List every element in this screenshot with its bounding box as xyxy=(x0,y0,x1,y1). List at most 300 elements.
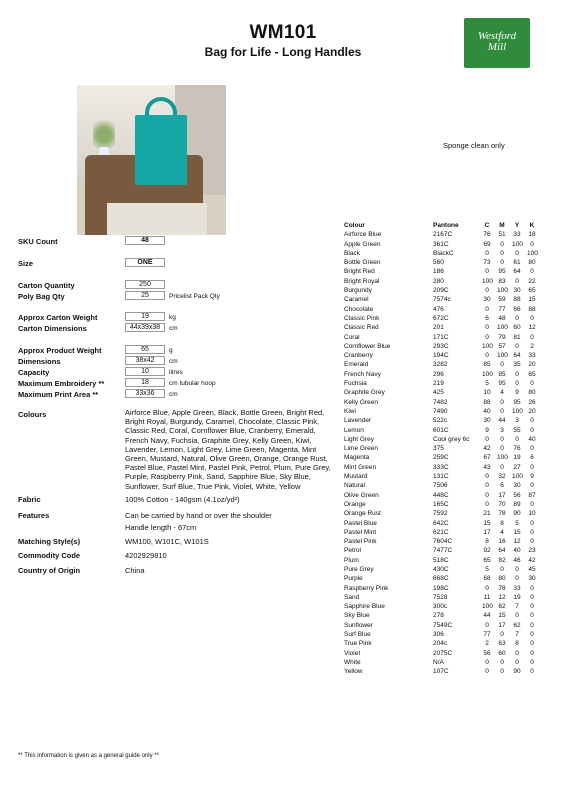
max-print-area-unit: cm xyxy=(169,391,178,398)
pantone-code: 219 xyxy=(433,380,444,388)
yellow-value: 95 xyxy=(513,398,521,406)
pantone-code: 300c xyxy=(433,603,448,611)
sku-count-value: 48 xyxy=(125,236,165,245)
pantone-code: 7506 xyxy=(433,482,448,490)
cyan-value: 9 xyxy=(485,426,489,434)
colour-name: Plum xyxy=(344,556,359,564)
colour-name: Cranberry xyxy=(344,352,373,360)
yellow-value: 9 xyxy=(515,389,519,397)
pantone-code: 448C xyxy=(433,491,449,499)
fabric-label: Fabric xyxy=(18,495,41,504)
pantone-code: 2075C xyxy=(433,649,453,657)
colour-name: Lavender xyxy=(344,417,372,425)
product-photo xyxy=(77,85,226,235)
pantone-code: 601C xyxy=(433,426,449,434)
yellow-value: 30 xyxy=(513,482,521,490)
sku-count-label: SKU Count xyxy=(18,237,58,246)
colour-name: Fuchsia xyxy=(344,380,367,388)
colour-name: Natural xyxy=(344,482,365,490)
magenta-value: 77 xyxy=(498,305,506,313)
max-embroidery-unit: cm tubular hoop xyxy=(169,380,216,387)
cyan-value: 17 xyxy=(483,528,491,536)
carton-quantity-value: 250 xyxy=(125,280,165,289)
pantone-code: 560 xyxy=(433,259,444,267)
colour-name: Black xyxy=(344,249,360,257)
cyan-value: 0 xyxy=(485,287,489,295)
yellow-value: 7 xyxy=(515,603,519,611)
pantone-code: 7549C xyxy=(433,621,453,629)
colour-name: Petrol xyxy=(344,547,361,555)
cyan-value: 0 xyxy=(485,584,489,592)
colour-name: Violet xyxy=(344,649,361,657)
black-value: 15 xyxy=(528,296,536,304)
features-label: Features xyxy=(18,511,50,520)
yellow-value: 0 xyxy=(515,342,519,350)
pantone-code: 198C xyxy=(433,584,449,592)
cyan-value: 44 xyxy=(483,612,491,620)
pantone-code: 2167C xyxy=(433,231,453,239)
pantone-code: 7604C xyxy=(433,538,453,546)
cyan-value: 77 xyxy=(483,631,491,639)
black-value: 88 xyxy=(528,305,536,313)
carton-quantity-label: Carton Quantity xyxy=(18,281,75,290)
colour-name: Airforce Blue xyxy=(344,231,382,239)
cyan-value: 42 xyxy=(483,445,491,453)
magenta-value: 17 xyxy=(498,491,506,499)
size-label: Size xyxy=(18,259,34,268)
black-value: 0 xyxy=(530,631,534,639)
carton-dimensions-unit: cm xyxy=(169,325,178,332)
header-m: M xyxy=(499,222,505,229)
yellow-value: 0 xyxy=(515,314,519,322)
capacity-value: 10 xyxy=(125,367,165,376)
colour-name: Magenta xyxy=(344,454,370,462)
dimensions-value: 38x42 xyxy=(125,356,165,365)
yellow-value: 100 xyxy=(512,407,523,415)
magenta-value: 0 xyxy=(500,407,504,415)
pantone-code: 171C xyxy=(433,333,449,341)
magenta-value: 85 xyxy=(498,370,506,378)
yellow-value: 7 xyxy=(515,631,519,639)
yellow-value: 15 xyxy=(513,528,521,536)
yellow-value: 100 xyxy=(512,473,523,481)
colour-name: Chocolate xyxy=(344,305,374,313)
yellow-value: 0 xyxy=(515,435,519,443)
dimensions-unit: cm xyxy=(169,358,178,365)
yellow-value: 0 xyxy=(515,380,519,388)
cyan-value: 0 xyxy=(485,621,489,629)
magenta-value: 16 xyxy=(498,538,506,546)
max-print-area-value: 33x36 xyxy=(125,389,165,398)
logo-line-1: Westford xyxy=(477,30,517,42)
yellow-value: 19 xyxy=(513,593,521,601)
magenta-value: 78 xyxy=(498,584,506,592)
pantone-code: 186 xyxy=(433,268,444,276)
pantone-code: 7592 xyxy=(433,510,448,518)
colour-name: Kelly Green xyxy=(344,398,378,406)
colour-name: Raspberry Pink xyxy=(344,584,389,592)
colours-label: Colours xyxy=(18,410,47,419)
cyan-value: 88 xyxy=(483,398,491,406)
magenta-value: 51 xyxy=(498,231,506,239)
black-value: 9 xyxy=(530,473,534,481)
magenta-value: 79 xyxy=(498,333,506,341)
black-value: 0 xyxy=(530,649,534,657)
cyan-value: 2 xyxy=(485,640,489,648)
cyan-value: 0 xyxy=(485,658,489,666)
yellow-value: 5 xyxy=(515,519,519,527)
pantone-code: 425 xyxy=(433,389,444,397)
magenta-value: 4 xyxy=(500,389,504,397)
pantone-code: 194C xyxy=(433,352,449,360)
magenta-value: 0 xyxy=(500,240,504,248)
yellow-value: 0 xyxy=(515,370,519,378)
colour-name: Graphite Grey xyxy=(344,389,385,397)
magenta-value: 60 xyxy=(498,649,506,657)
magenta-value: 0 xyxy=(500,398,504,406)
black-value: 100 xyxy=(527,249,538,257)
yellow-value: 3 xyxy=(515,417,519,425)
yellow-value: 100 xyxy=(512,240,523,248)
magenta-value: 83 xyxy=(498,277,506,285)
yellow-value: 0 xyxy=(515,575,519,583)
magenta-value: 100 xyxy=(497,454,508,462)
black-value: 0 xyxy=(530,519,534,527)
magenta-value: 63 xyxy=(498,640,506,648)
black-value: 2 xyxy=(530,342,534,350)
magenta-value: 0 xyxy=(500,658,504,666)
pantone-code: 375 xyxy=(433,445,444,453)
pantone-code: 209C xyxy=(433,287,449,295)
black-value: 65 xyxy=(528,370,536,378)
size-value: ONE xyxy=(125,258,165,267)
black-value: 0 xyxy=(530,668,534,676)
country-of-origin-value: China xyxy=(125,566,145,575)
cyan-value: 5 xyxy=(485,565,489,573)
black-value: 0 xyxy=(530,500,534,508)
magenta-value: 3 xyxy=(500,426,504,434)
cyan-value: 15 xyxy=(483,519,491,527)
black-value: 0 xyxy=(530,658,534,666)
black-value: 20 xyxy=(528,407,536,415)
pantone-code: 131C xyxy=(433,473,449,481)
black-value: 42 xyxy=(528,556,536,564)
magenta-value: 95 xyxy=(498,380,506,388)
pantone-code: 107C xyxy=(433,668,449,676)
magenta-value: 0 xyxy=(500,435,504,443)
cyan-value: 100 xyxy=(482,603,493,611)
pantone-code: 204c xyxy=(433,640,448,648)
cyan-value: 0 xyxy=(485,268,489,276)
features-value-2: Handle length - 67cm xyxy=(125,523,197,532)
black-value: 0 xyxy=(530,528,534,536)
magenta-value: 100 xyxy=(497,324,508,332)
yellow-value: 88 xyxy=(513,296,521,304)
magenta-value: 17 xyxy=(498,621,506,629)
yellow-value: 62 xyxy=(513,621,521,629)
colour-name: Lemon xyxy=(344,426,364,434)
magenta-value: 4 xyxy=(500,528,504,536)
cyan-value: 10 xyxy=(483,389,491,397)
colour-name: Sky Blue xyxy=(344,612,370,620)
black-value: 0 xyxy=(530,482,534,490)
colours-list: Airforce Blue, Apple Green, Black, Bottle Green, Bright Red, Bright Royal, Burgundy, Caramel, Chocolate, Classic Pink, Classic Red, Coral, Cornflower Blue, Cranberry, Emerald, French Navy, Fuchsia, Graphite Grey, Kelly Green, Kiwi, Lavender, Lemon, Light Grey, Lime Green, Magenta, Mint Green, Mustard, Natural, Olive Green, Orange, Orange Rust, Pastel Blue, Pastel Mint, Pastel Pink, Petrol, Plum, Pure Grey, Purple, Raspberry Pink, Sand, Sapphire Blue, Sky Blue, Sunflower, Surf Blue, True Pink, Violet, White, Yellow xyxy=(125,408,331,491)
yellow-value: 64 xyxy=(513,352,521,360)
colour-name: Classic Red xyxy=(344,324,379,332)
product-weight-label: Approx Product Weight xyxy=(18,346,102,355)
magenta-value: 8 xyxy=(500,519,504,527)
carton-weight-label: Approx Carton Weight xyxy=(18,313,98,322)
colour-name: True Pink xyxy=(344,640,372,648)
black-value: 65 xyxy=(528,287,536,295)
black-value: 0 xyxy=(530,426,534,434)
cyan-value: 0 xyxy=(485,435,489,443)
yellow-value: 33 xyxy=(513,584,521,592)
colour-name: Apple Green xyxy=(344,240,381,248)
colour-name: Orange Rust xyxy=(344,510,381,518)
black-value: 0 xyxy=(530,417,534,425)
yellow-value: 27 xyxy=(513,463,521,471)
pantone-code: 165C xyxy=(433,500,449,508)
pantone-code: 7490 xyxy=(433,407,448,415)
cyan-value: 69 xyxy=(483,240,491,248)
pantone-code: N/A xyxy=(433,658,444,666)
cyan-value: 85 xyxy=(483,361,491,369)
cyan-value: 0 xyxy=(485,305,489,313)
pantone-code: 668C xyxy=(433,575,449,583)
cyan-value: 43 xyxy=(483,463,491,471)
max-embroidery-label: Maximum Embroidery ** xyxy=(18,379,105,388)
magenta-value: 62 xyxy=(498,603,506,611)
pantone-code: 7477C xyxy=(433,547,453,555)
black-value: 0 xyxy=(530,593,534,601)
pantone-code: 306 xyxy=(433,631,444,639)
colour-name: Burgundy xyxy=(344,287,372,295)
yellow-value: 0 xyxy=(515,565,519,573)
magenta-value: 57 xyxy=(498,342,506,350)
black-value: 80 xyxy=(528,389,536,397)
colour-name: Bright Royal xyxy=(344,277,380,285)
magenta-value: 44 xyxy=(498,417,506,425)
cyan-value: 100 xyxy=(482,277,493,285)
black-value: 0 xyxy=(530,380,534,388)
magenta-value: 82 xyxy=(498,556,506,564)
yellow-value: 89 xyxy=(513,500,521,508)
magenta-value: 15 xyxy=(498,612,506,620)
magenta-value: 78 xyxy=(498,510,506,518)
cyan-value: 100 xyxy=(482,370,493,378)
colour-name: Cornflower Blue xyxy=(344,342,391,350)
capacity-label: Capacity xyxy=(18,368,50,377)
pantone-code: 621C xyxy=(433,528,449,536)
pantone-code: 476 xyxy=(433,305,444,313)
yellow-value: 40 xyxy=(513,547,521,555)
yellow-value: 61 xyxy=(513,259,521,267)
colour-name: Pure Grey xyxy=(344,565,374,573)
commodity-code-label: Commodity Code xyxy=(18,551,81,560)
magenta-value: 80 xyxy=(498,575,506,583)
yellow-value: 0 xyxy=(515,649,519,657)
carton-dimensions-value: 44x39x38 xyxy=(125,323,165,332)
cyan-value: 0 xyxy=(485,249,489,257)
magenta-value: 64 xyxy=(498,547,506,555)
magenta-value: 0 xyxy=(500,259,504,267)
poly-bag-qty-label: Poly Bag Qty xyxy=(18,292,65,301)
magenta-value: 0 xyxy=(500,463,504,471)
pantone-code: 672C xyxy=(433,314,449,322)
cyan-value: 67 xyxy=(483,454,491,462)
colour-name: White xyxy=(344,658,361,666)
black-value: 23 xyxy=(528,547,536,555)
colour-name: Pastel Mint xyxy=(344,528,377,536)
magenta-value: 48 xyxy=(498,314,506,322)
matching-styles-label: Matching Style(s) xyxy=(18,537,81,546)
black-value: 40 xyxy=(528,435,536,443)
yellow-value: 19 xyxy=(513,454,521,462)
features-value: Can be carried by hand or over the shoulder xyxy=(125,511,272,520)
colour-name: Caramel xyxy=(344,296,369,304)
black-value: 80 xyxy=(528,259,536,267)
yellow-value: 0 xyxy=(515,658,519,666)
cyan-value: 30 xyxy=(483,417,491,425)
colour-name: Mint Green xyxy=(344,463,377,471)
black-value: 87 xyxy=(528,491,536,499)
colour-name: Yellow xyxy=(344,668,363,676)
yellow-value: 0 xyxy=(515,249,519,257)
yellow-value: 30 xyxy=(513,287,521,295)
magenta-value: 0 xyxy=(500,565,504,573)
colour-name: Kiwi xyxy=(344,407,356,415)
magenta-value: 100 xyxy=(497,287,508,295)
pantone-code: 296 xyxy=(433,370,444,378)
colour-name: French Navy xyxy=(344,370,381,378)
yellow-value: 90 xyxy=(513,510,521,518)
magenta-value: 0 xyxy=(500,361,504,369)
cyan-value: 0 xyxy=(485,482,489,490)
pantone-code: 361C xyxy=(433,240,449,248)
black-value: 0 xyxy=(530,240,534,248)
poly-bag-qty-value: 25 xyxy=(125,291,165,300)
yellow-value: 0 xyxy=(515,277,519,285)
magenta-value: 0 xyxy=(500,668,504,676)
colour-name: Mustard xyxy=(344,473,368,481)
product-name-subtitle: Bag for Life - Long Handles xyxy=(204,45,362,59)
fabric-value: 100% Cotton - 140gsm (4.1oz/yd²) xyxy=(125,495,240,504)
yellow-value: 64 xyxy=(513,268,521,276)
pantone-code: 642C xyxy=(433,519,449,527)
pantone-code: 430C xyxy=(433,565,449,573)
cyan-value: 11 xyxy=(483,593,491,601)
yellow-value: 76 xyxy=(513,445,521,453)
capacity-unit: litres xyxy=(169,369,183,376)
colour-name: Pastel Pink xyxy=(344,538,377,546)
footnote: ** This information is given as a general guide only ** xyxy=(18,753,159,759)
product-weight-value: 65 xyxy=(125,345,165,354)
pantone-code: 3282 xyxy=(433,361,448,369)
yellow-value: 60 xyxy=(513,324,521,332)
header-colour: Colour xyxy=(344,222,365,229)
matching-styles-value: WM100, W101C, W101S xyxy=(125,537,209,546)
pantone-code: BlackC xyxy=(433,249,454,257)
cyan-value: 0 xyxy=(485,333,489,341)
header-c: C xyxy=(484,222,490,229)
black-value: 0 xyxy=(530,538,534,546)
pantone-code: 201 xyxy=(433,324,444,332)
black-value: 6 xyxy=(530,454,534,462)
yellow-value: 90 xyxy=(513,668,521,676)
colour-name: Olive Green xyxy=(344,491,379,499)
black-value: 0 xyxy=(530,603,534,611)
black-value: 0 xyxy=(530,621,534,629)
carton-weight-unit: kg xyxy=(169,314,176,321)
magenta-value: 0 xyxy=(500,631,504,639)
cyan-value: 65 xyxy=(483,556,491,564)
black-value: 26 xyxy=(528,398,536,406)
cyan-value: 100 xyxy=(482,342,493,350)
magenta-value: 95 xyxy=(498,268,506,276)
pantone-code: Cool grey 6c xyxy=(433,435,470,443)
black-value: 33 xyxy=(528,352,536,360)
cyan-value: 73 xyxy=(483,259,491,267)
cyan-value: 68 xyxy=(483,575,491,583)
magenta-value: 0 xyxy=(500,445,504,453)
colour-name: Bottle Green xyxy=(344,259,381,267)
colour-name: Classic Pink xyxy=(344,314,380,322)
cyan-value: 56 xyxy=(483,649,491,657)
yellow-value: 12 xyxy=(513,538,521,546)
pantone-code: 7482 xyxy=(433,398,448,406)
pantone-code: 522c xyxy=(433,417,448,425)
colour-name: Sapphire Blue xyxy=(344,603,385,611)
cyan-value: 76 xyxy=(483,231,491,239)
black-value: 0 xyxy=(530,584,534,592)
black-value: 0 xyxy=(530,268,534,276)
max-print-area-label: Maximum Print Area ** xyxy=(18,390,99,399)
country-of-origin-label: Country of Origin xyxy=(18,566,81,575)
black-value: 0 xyxy=(530,612,534,620)
yellow-value: 56 xyxy=(513,491,521,499)
yellow-value: 33 xyxy=(513,231,521,239)
dimensions-label: Dimensions xyxy=(18,357,61,366)
pantone-code: 280 xyxy=(433,277,444,285)
yellow-value: 35 xyxy=(513,361,521,369)
yellow-value: 55 xyxy=(513,426,521,434)
yellow-value: 66 xyxy=(513,305,521,313)
pantone-code: 7574c xyxy=(433,296,451,304)
colour-name: Lime Green xyxy=(344,445,378,453)
cyan-value: 40 xyxy=(483,407,491,415)
pantone-code: 518C xyxy=(433,556,449,564)
black-value: 18 xyxy=(528,231,536,239)
colour-name: Sand xyxy=(344,593,360,601)
logo-line-2: Mill xyxy=(487,41,507,53)
black-value: 45 xyxy=(528,565,536,573)
colour-name: Emerald xyxy=(344,361,369,369)
colour-name: Purple xyxy=(344,575,363,583)
black-value: 22 xyxy=(528,277,536,285)
magenta-value: 12 xyxy=(498,593,506,601)
yellow-value: 46 xyxy=(513,556,521,564)
cyan-value: 92 xyxy=(483,547,491,555)
black-value: 12 xyxy=(528,324,536,332)
magenta-value: 0 xyxy=(500,249,504,257)
pantone-code: 293C xyxy=(433,342,449,350)
yellow-value: 8 xyxy=(515,640,519,648)
black-value: 10 xyxy=(528,510,536,518)
poly-bag-qty-unit: Pricelist Pack Qty xyxy=(169,293,220,300)
product-code-title: WM101 xyxy=(249,22,317,43)
max-embroidery-value: 18 xyxy=(125,378,165,387)
